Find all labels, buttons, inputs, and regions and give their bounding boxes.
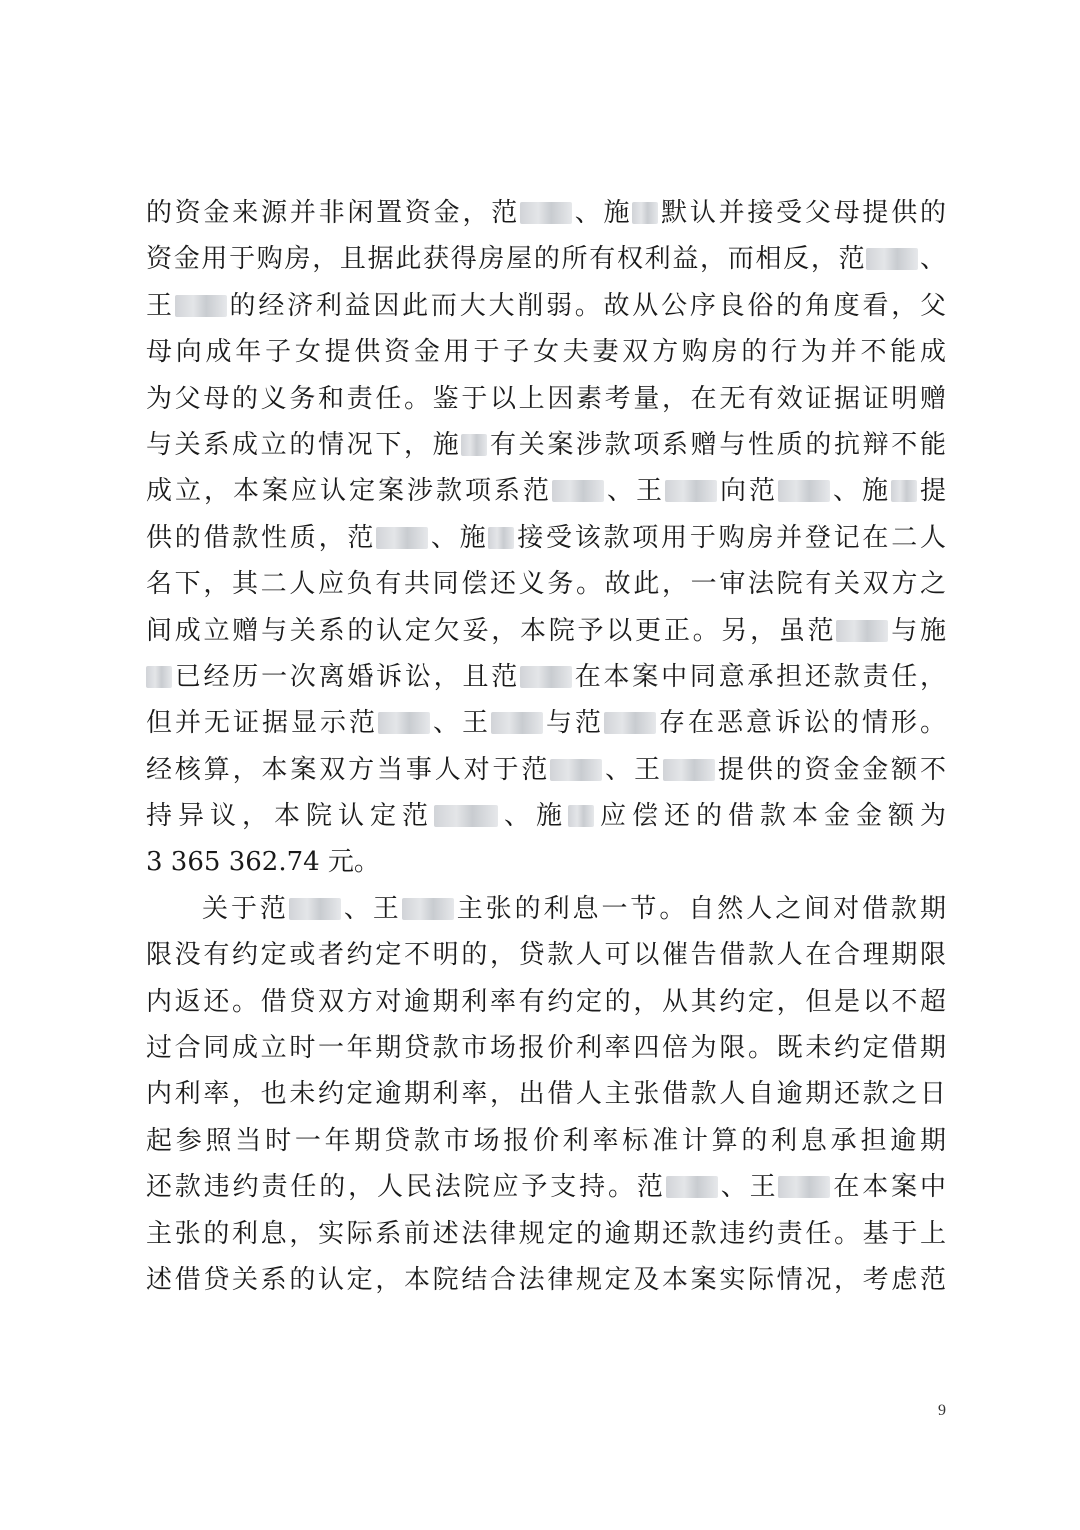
text-line [146,839,946,885]
redacted-name [778,1176,830,1198]
redacted-name [461,434,487,456]
redacted-name [491,712,543,734]
text-line: 述借贷关系的认定，本院结合法律规定及本案实际情况，考虑范 [146,1264,946,1295]
redacted-name [175,295,227,317]
text-line: 为父母的义务和责任。鉴于以上因素考量，在无有效证据证明赠 [146,383,946,414]
page-number: 9 [938,1402,946,1419]
principal-amount: 3 365 362.74 元。 [146,847,380,878]
redacted-name [891,480,917,502]
redacted-name [520,666,572,688]
text-line: 但并无证据显示范 、王 与范 存在恶意诉讼的情形。 [146,708,946,739]
redacted-name [488,527,514,549]
redacted-name [434,805,498,827]
redacted-name [402,898,454,920]
text-line: 与关系成立的情况下，施 有关案涉款项系赠与性质的抗辩不能 [146,429,946,460]
text-line: 已经历一次离婚诉讼，且范 在本案中同意承担还款责任， [146,654,946,700]
redacted-name [632,202,658,224]
text-line: 王 的经济利益因此而大大削弱。故从公序良俗的角度看，父 [146,290,946,321]
redacted-name [604,712,656,734]
text-line: 母向成年子女提供资金用于子女夫妻双方购房的行为并不能成 [146,337,946,368]
redacted-name [146,666,172,688]
text-line: 成立，本案应认定案涉款项系范 、王 向范 、施 提 [146,476,946,507]
text-line: 资金用于购房，且据此获得房屋的所有权利益，而相反，范 、 [146,244,946,275]
text-line: 还款违约责任的，人民法院应予支持。范 、王 在本案中 [146,1172,946,1203]
text-line: 内返还。借贷双方对逾期利率有约定的，从其约定，但是以不超 [146,986,946,1017]
text-line: 内利率，也未约定逾期利率，出借人主张借款人自逾期还款之日 [146,1079,946,1110]
text-line: 供的借款性质，范 、施 接受该款项用于购房并登记在二人 [146,522,946,553]
redacted-name [866,248,918,270]
redacted-name [552,480,604,502]
redacted-name [836,620,888,642]
text-line: 间成立赠与关系的认定欠妥，本院予以更正。另，虽范 与施 [146,615,946,646]
redacted-name [665,480,717,502]
redacted-name [376,527,428,549]
redacted-name [520,202,572,224]
judgment-body-text [146,190,946,1303]
text-line: 过合同成立时一年期贷款市场报价利率四倍为限。既未约定借期 [146,1033,946,1064]
text-line: 关于范 、王 主张的利息一节。自然人之间对借款期 [202,893,946,924]
text-line: 的资金来源并非闲置资金，范 、施 默认并接受父母提供的 [146,198,946,228]
text-line: 名下，其二人应负有共同偿还义务。故此，一审法院有关双方之 [146,569,946,600]
text-line: 持异议，本院认定范 、施 应偿还的借款本金金额为 [146,801,946,832]
redacted-name [778,480,830,502]
redacted-name [663,759,715,781]
redacted-name [666,1176,718,1198]
text-line: 限没有约定或者约定不明的，贷款人可以催告借款人在合理期限 [146,940,946,971]
redacted-name [568,805,594,827]
redacted-name [378,712,430,734]
redacted-name [550,759,602,781]
redacted-name [289,898,341,920]
text-line: 经核算，本案双方当事人对于范 、王 提供的资金金额不 [146,754,946,785]
text-line: 起参照当时一年期贷款市场报价利率标准计算的利息承担逾期 [146,1125,946,1156]
text-line: 主张的利息，实际系前述法律规定的逾期还款违约责任。基于上 [146,1218,946,1249]
